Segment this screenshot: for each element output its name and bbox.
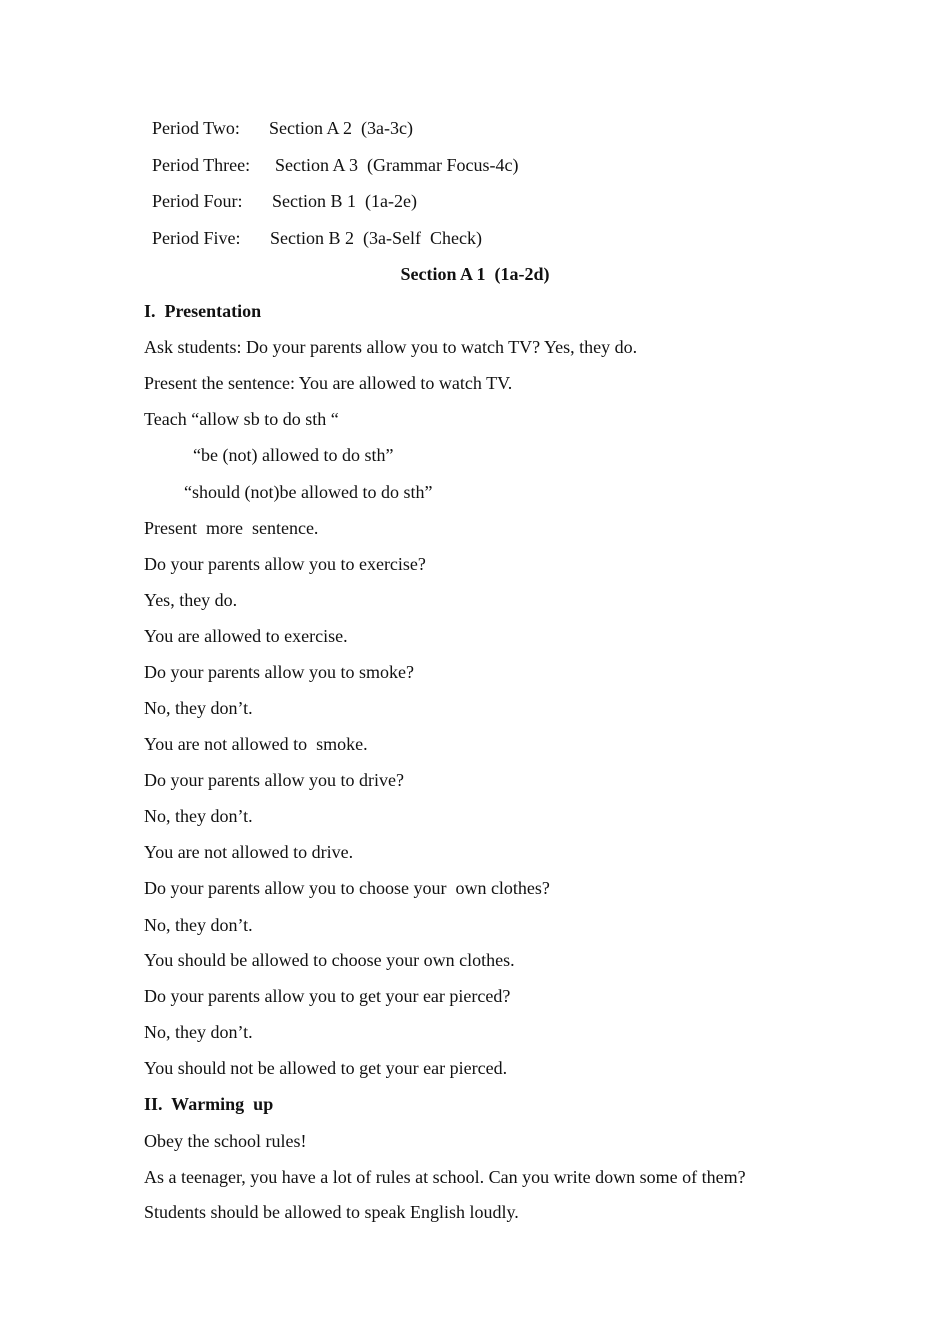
warming-up-line: Obey the school rules! [144, 1131, 307, 1151]
presentation-line: Do your parents allow you to exercise? [144, 554, 426, 574]
period-four-label: Period Four: [152, 191, 243, 211]
presentation-line: No, they don’t. [144, 1022, 253, 1042]
presentation-line: No, they don’t. [144, 806, 253, 826]
section-heading: Section A 1 (1a-2d) [400, 264, 550, 284]
presentation-line: You should not be allowed to get your ear pierced. [144, 1058, 508, 1078]
presentation-line: You should be allowed to choose your own clothes. [144, 950, 515, 970]
warming-up-heading: II. Warming up [144, 1094, 274, 1114]
presentation-line: No, they don’t. [144, 915, 253, 935]
warming-up-line: As a teenager, you have a lot of rules at school. Can you write down some of them? [144, 1167, 746, 1187]
presentation-line: Teach “allow sb to do sth “ [144, 409, 339, 429]
presentation-line: You are not allowed to drive. [144, 842, 354, 862]
presentation-line: Present the sentence: You are allowed to watch TV. [144, 373, 513, 393]
period-five-label: Period Five: [152, 228, 241, 248]
presentation-heading: I. Presentation [144, 301, 262, 321]
presentation-line: Present more sentence. [144, 518, 319, 538]
presentation-line: No, they don’t. [144, 698, 253, 718]
period-two-section: Section A 2 (3a-3c) [269, 118, 413, 138]
presentation-line: “be (not) allowed to do sth” [193, 445, 394, 465]
warming-up-line: Students should be allowed to speak English loudly. [144, 1202, 519, 1222]
period-four-section: Section B 1 (1a-2e) [272, 191, 417, 211]
presentation-line: You are allowed to exercise. [144, 626, 348, 646]
period-five-section: Section B 2 (3a-Self Check) [270, 228, 482, 248]
presentation-line: Do your parents allow you to get your ear pierced? [144, 986, 511, 1006]
presentation-line: Do your parents allow you to drive? [144, 770, 404, 790]
period-two-label: Period Two: [152, 118, 240, 138]
presentation-line: Ask students: Do your parents allow you to watch TV? Yes, they do. [144, 337, 638, 357]
presentation-line: Do your parents allow you to choose your own clothes? [144, 878, 550, 898]
presentation-line: You are not allowed to smoke. [144, 734, 368, 754]
presentation-line: Do your parents allow you to smoke? [144, 662, 414, 682]
period-three-section: Section A 3 (Grammar Focus-4c) [275, 155, 519, 175]
presentation-line: Yes, they do. [144, 590, 238, 610]
presentation-line: “should (not)be allowed to do sth” [184, 482, 433, 502]
period-three-label: Period Three: [152, 155, 251, 175]
